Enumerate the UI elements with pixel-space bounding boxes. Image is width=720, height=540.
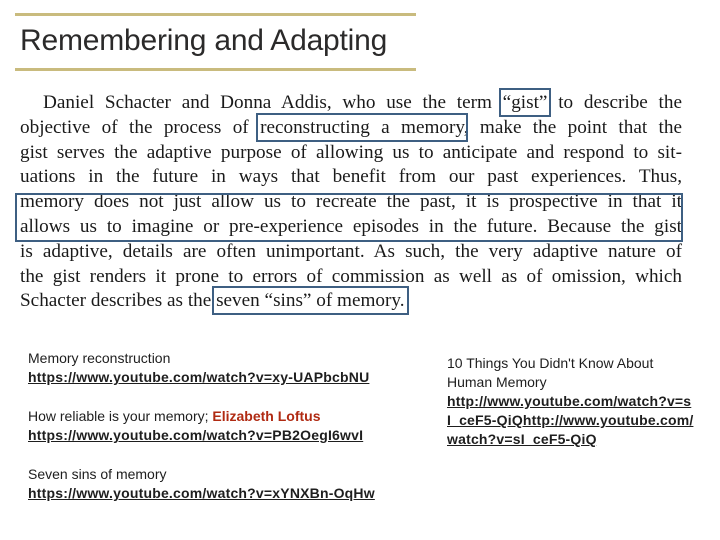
excerpt-line: memory does not just allow us to recreate the past, it is prospective in that it (20, 191, 682, 213)
excerpt-line: Daniel Schacter and Donna Addis, who use the term “gist” to describe the (43, 92, 682, 113)
video-link[interactable]: http://www.youtube.com/watch?v=sI_ceF5-QiQhttp://www.youtube.com/watch?v=sI_ceF5-QiQ (447, 393, 694, 447)
title-rule-bottom (15, 68, 416, 71)
video-link[interactable]: https://www.youtube.com/watch?v=xYNXBn-OqHw (28, 485, 375, 501)
video-link[interactable]: https://www.youtube.com/watch?v=xy-UAPbcbNU (28, 369, 370, 385)
highlight-reconstructing-memory: reconstructing a memory (260, 116, 464, 138)
right-video-link (447, 354, 695, 449)
title-rule-top (15, 13, 416, 16)
excerpt-line: uations in the future in ways that benefit from our past experiences. Thus, (20, 166, 682, 188)
excerpt-line: Schacter describes as the seven “sins” of memory. (20, 290, 405, 312)
excerpt-line: gist serves the adaptive purpose of allowing us to anticipate and respond to sit- (20, 141, 682, 163)
highlight-seven-sins: seven “sins” of memory. (216, 290, 405, 312)
excerpt-line: is adaptive, details are often unimportant. As such, the very adaptive nature of (20, 240, 682, 262)
video-label: 10 Things You Didn't Know About Human Memory (447, 355, 654, 390)
left-video-links (28, 349, 428, 503)
slide-title: Remembering and Adapting (20, 24, 388, 57)
video-label: How reliable is your memory; Elizabeth Loftus (28, 408, 321, 424)
excerpt-line: objective of the process of reconstructing a memory, make the point that the (20, 116, 682, 138)
book-excerpt (20, 91, 682, 314)
video-label: Memory reconstruction (28, 350, 171, 366)
speaker-name: Elizabeth Loftus (212, 408, 321, 424)
video-label: Seven sins of memory (28, 466, 167, 482)
excerpt-line: the gist renders it prone to errors of commission as well as of omission, which (20, 265, 682, 287)
highlight-gist: “gist” (502, 92, 548, 113)
excerpt-line: allows us to imagine or pre-experience episodes in the future. Because the gist (20, 215, 682, 237)
video-link[interactable]: https://www.youtube.com/watch?v=PB2OegI6wvI (28, 427, 364, 443)
